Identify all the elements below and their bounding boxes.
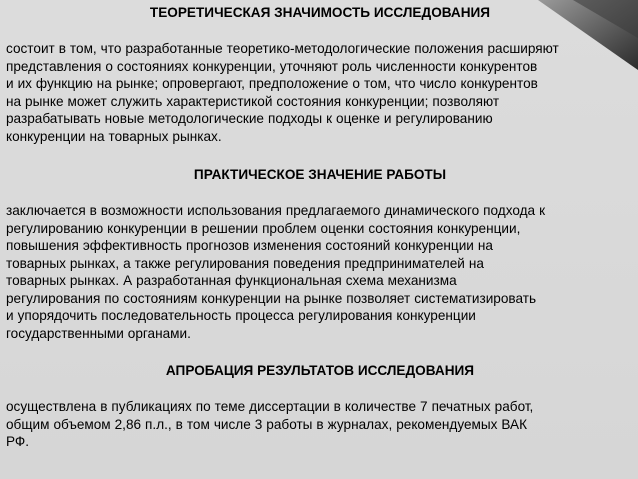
paragraph-line: регулированию конкуренции в решении проблем оценки состояния конкуренции, <box>6 220 521 236</box>
paragraph-line: конкуренции на товарных рынках. <box>6 128 222 144</box>
research-approbation-heading: АПРОБАЦИЯ РЕЗУЛЬТАТОВ ИССЛЕДОВАНИЯ <box>165 363 475 378</box>
theoretical-significance-heading: ТЕОРЕТИЧЕСКАЯ ЗНАЧИМОСТЬ ИССЛЕДОВАНИЯ <box>149 5 491 20</box>
paragraph-line: товарных рынках, а также регулирования поведения предпринимателей на <box>6 255 484 271</box>
paragraph-line: регулирования по состояниям конкуренции на рынке позволяет систематизировать <box>6 290 537 306</box>
paragraph-line: осуществлена в публикациях по теме диссертации в количестве 7 печатных работ, <box>6 399 534 414</box>
paragraph-line: общим объемом 2,86 п.л., в том числе 3 работы в журналах, рекомендуемых ВАК <box>6 416 528 432</box>
paragraph-line: разрабатывать новые методологические подходы к оценке и регулированию <box>6 111 493 126</box>
paragraph-line: состоит в том, что разработанные теоретико-методологические положения расширяют <box>6 41 559 56</box>
paragraph-line: государственными органами. <box>6 325 191 341</box>
paragraph-line: и упорядочить последовательность процесса регулирования конкуренции <box>6 308 476 323</box>
paragraph-line: РФ. <box>6 434 30 449</box>
paragraph-line: товарных рынках. А разработанная функциональная схема механизма <box>6 273 457 288</box>
paragraph-line: заключается в возможности использования предлагаемого динамического подхода к <box>6 203 546 218</box>
theoretical-significance-paragraph <box>6 40 634 145</box>
paragraph-line: и их функцию на рынке; опровергают, предположение о том, что число конкурентов <box>6 76 538 91</box>
research-approbation-paragraph <box>6 398 634 451</box>
paragraph-line: представления о состояниях конкуренции, уточняют роль численности конкурентов <box>6 58 538 74</box>
practical-significance-heading: ПРАКТИЧЕСКОЕ ЗНАЧЕНИЕ РАБОТЫ <box>193 167 447 182</box>
paragraph-line: повышения эффективность прогнозов изменения состояний конкуренции на <box>6 238 493 253</box>
paragraph-line: на рынке может служить характеристикой состояния конкуренции; позволяют <box>6 93 500 109</box>
practical-significance-paragraph <box>6 202 634 342</box>
